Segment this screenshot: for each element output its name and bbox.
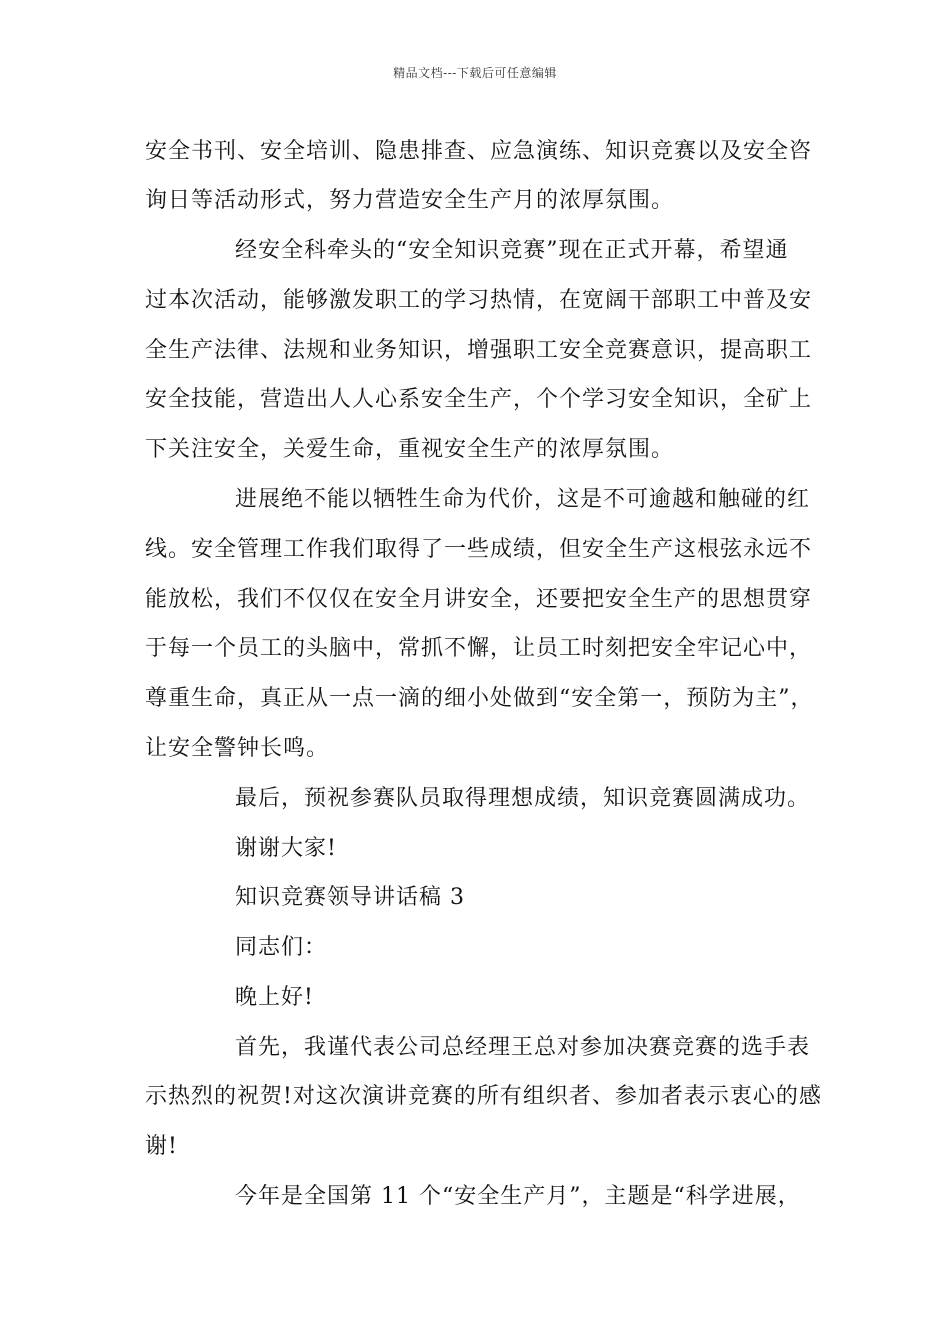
- text-line: 于每一个员工的头脑中，常抓不懈，让员工时刻把安全牢记心中，: [145, 636, 813, 661]
- paragraph-first-line: 进展绝不能以牺牲生命为代价，这是不可逾越和触碰的红: [235, 487, 811, 512]
- closing-line: 谢谢大家!: [235, 836, 337, 861]
- page-header: 精品文档---下载后可任意编辑: [393, 66, 557, 80]
- greeting: 晚上好!: [235, 985, 314, 1010]
- text-line: 下关注安全，关爱生命，重视安全生产的浓厚氛围。: [145, 437, 675, 462]
- paragraph-first-line: 经安全科牵头的“安全知识竞赛”现在正式开幕，希望通: [235, 238, 789, 263]
- text-line: 示热烈的祝贺!对这次演讲竞赛的所有组织者、参加者表示衷心的感: [145, 1084, 822, 1109]
- text-line: 全生产法律、法规和业务知识，增强职工安全竞赛意识，提高职工: [145, 338, 813, 363]
- salutation: 同志们：: [235, 935, 328, 960]
- paragraph-first-line: 最后，预祝参赛队员取得理想成绩，知识竞赛圆满成功。: [235, 786, 811, 811]
- text-line: 询日等活动形式，努力营造安全生产月的浓厚氛围。: [145, 188, 675, 213]
- paragraph-first-line: 今年是全国第 11 个“安全生产月”，主题是“科学进展，: [235, 1184, 801, 1209]
- text-line: 谢!: [145, 1134, 178, 1159]
- text-line: 尊重生命，真正从一点一滴的细小处做到“安全第一，预防为主”，: [145, 686, 814, 711]
- text-line: 安全书刊、安全培训、隐患排查、应急演练、知识竞赛以及安全咨: [145, 139, 813, 164]
- text-line: 线。安全管理工作我们取得了一些成绩，但安全生产这根弦永远不: [145, 537, 813, 562]
- paragraph-first-line: 首先，我谨代表公司总经理王总对参加决赛竞赛的选手表: [235, 1035, 811, 1060]
- text-line: 安全技能，营造出人人心系安全生产，个个学习安全知识，全矿上: [145, 387, 813, 412]
- text-line: 让安全警钟长鸣。: [145, 736, 330, 761]
- text-line: 过本次活动，能够激发职工的学习热情，在宽阔干部职工中普及安: [145, 288, 813, 313]
- section-title: 知识竞赛领导讲话稿 3: [235, 885, 465, 910]
- text-line: 能放松，我们不仅仅在安全月讲安全，还要把安全生产的思想贯穿: [145, 587, 813, 612]
